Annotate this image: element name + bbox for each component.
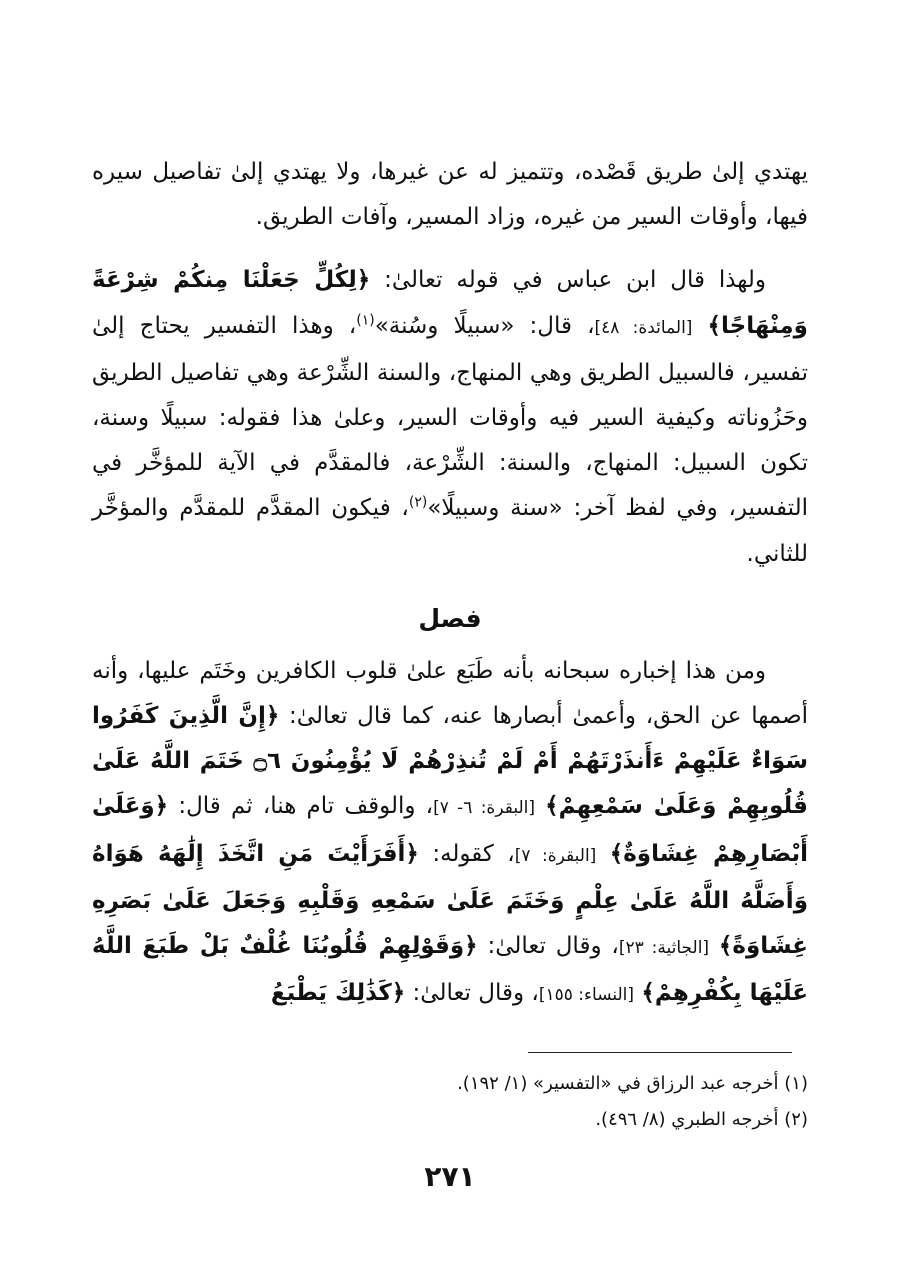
verse-reference: [الجاثية: ٢٣] — [618, 938, 710, 959]
page-number: ٢٧١ — [424, 1160, 476, 1193]
footnote-marker-1: (١) — [356, 311, 375, 328]
paragraph-2-text-1: ، قال: «سبيلًا وسُنة» — [374, 312, 595, 339]
quran-verse: ﴿إِنَّ الَّذِينَ كَفَرُوا سَوَاءٌ عَلَيْهِمْ ءَأَنذَرْتَهُمْ أَمْ لَمْ تُنذِرْهُمْ لَا يُؤْمِنُونَ ۝٦ خَتَمَ اللَّهُ عَلَىٰ قُلُوبِهِمْ وَعَلَىٰ سَمْعِهِمْ﴾ — [92, 703, 809, 820]
footnotes — [92, 1066, 808, 1138]
paragraph-3-text-2: ، والوقف تام هنا، ثم قال: — [178, 793, 434, 820]
verse-reference: [البقرة: ٦- ٧] — [433, 798, 535, 819]
paragraph-2-text-2: ، وهذا التفسير يحتاج إلىٰ تفسير، فالسبيل الطريق وهي المنهاج، والسنة الشِّرْعة وهي تفاصيل الطريق وحَزُوناته وكيفية السير فيه وأوقات السير، وعلىٰ هذا فقوله: سبيلًا وسنة، تكون السبيل: المنهاج، والسنة: الشِّرْعة، فالمقدَّم في الآية للمؤخَّر في التفسير، وفي لفظ آخر: «سنة وسبيلًا» — [92, 312, 808, 522]
paragraph-1-line-2: فيها، وأوقات السير من غيره، وزاد المسير، وآفات الطريق. — [255, 204, 808, 231]
footnote-1: (١) أخرجه عبد الرزاق في «التفسير» (١/ ١٩٢). — [457, 1073, 808, 1094]
quran-verse: ﴿لِكُلٍّ جَعَلْنَا مِنكُمْ شِرْعَةً وَمِنْهَاجًا﴾ — [92, 267, 808, 339]
paragraph-1-line-1: يهتدي إلىٰ طريق قَصْده، وتتميز له عن غيرها، ولا يهتدي إلىٰ تفاصيل سيره — [92, 159, 808, 185]
footnote-2: (٢) أخرجه الطبري (٨/ ٤٩٦). — [595, 1109, 808, 1130]
paragraph-2-text-3: ، فيكون المقدَّم للمقدَّم والمؤخَّر للثاني. — [92, 495, 808, 567]
paragraph-3-text-3: ، كقوله: — [432, 840, 515, 867]
quran-verse: ﴿كَذَٰلِكَ يَطْبَعُ — [270, 980, 406, 1007]
quran-verse: ﴿وَقَوْلِهِمْ قُلُوبُنَا غُلْفٌ بَلْ طَبَعَ اللَّهُ عَلَيْهَا بِكُفْرِهِمْ﴾ — [92, 933, 808, 1007]
paragraph-2-intro: ولهذا قال ابن عباس في قوله تعالىٰ: — [384, 267, 766, 294]
verse-reference: [المائدة: ٤٨] — [594, 317, 693, 338]
paragraph-2 — [92, 258, 808, 576]
paragraph-3-text-1: ومن هذا إخباره سبحانه بأنه طَبَع علىٰ قلوب الكافرين وخَتَم عليها، وأنه أصمها عن الحق، وأعمىٰ أبصارها عنه، كما قال تعالىٰ: — [92, 657, 809, 730]
paragraph-1 — [92, 150, 808, 240]
section-title: فصل — [418, 603, 482, 633]
quran-verse: ﴿أَفَرَأَيْتَ مَنِ اتَّخَذَ إِلَٰهَهُ هَوَاهُ وَأَضَلَّهُ اللَّهُ عَلَىٰ عِلْمٍ وَخَتَمَ عَلَىٰ سَمْعِهِ وَقَلْبِهِ وَجَعَلَ عَلَىٰ بَصَرِهِ غِشَاوَةً﴾ — [92, 840, 808, 960]
paragraph-3 — [92, 649, 808, 1019]
footnote-marker-2: (٢) — [408, 494, 428, 511]
main-text — [92, 150, 808, 1018]
paragraph-3-text-4: ، وقال تعالىٰ: — [487, 933, 619, 960]
footnote-separator — [528, 1052, 792, 1053]
quran-verse: ﴿وَعَلَىٰ أَبْصَارِهِمْ غِشَاوَةٌ﴾ — [92, 793, 809, 867]
verse-reference: [البقرة: ٧] — [514, 845, 597, 866]
paragraph-3-text-5: ، وقال تعالىٰ: — [412, 980, 539, 1007]
verse-reference: [النساء: ١٥٥] — [538, 985, 635, 1006]
